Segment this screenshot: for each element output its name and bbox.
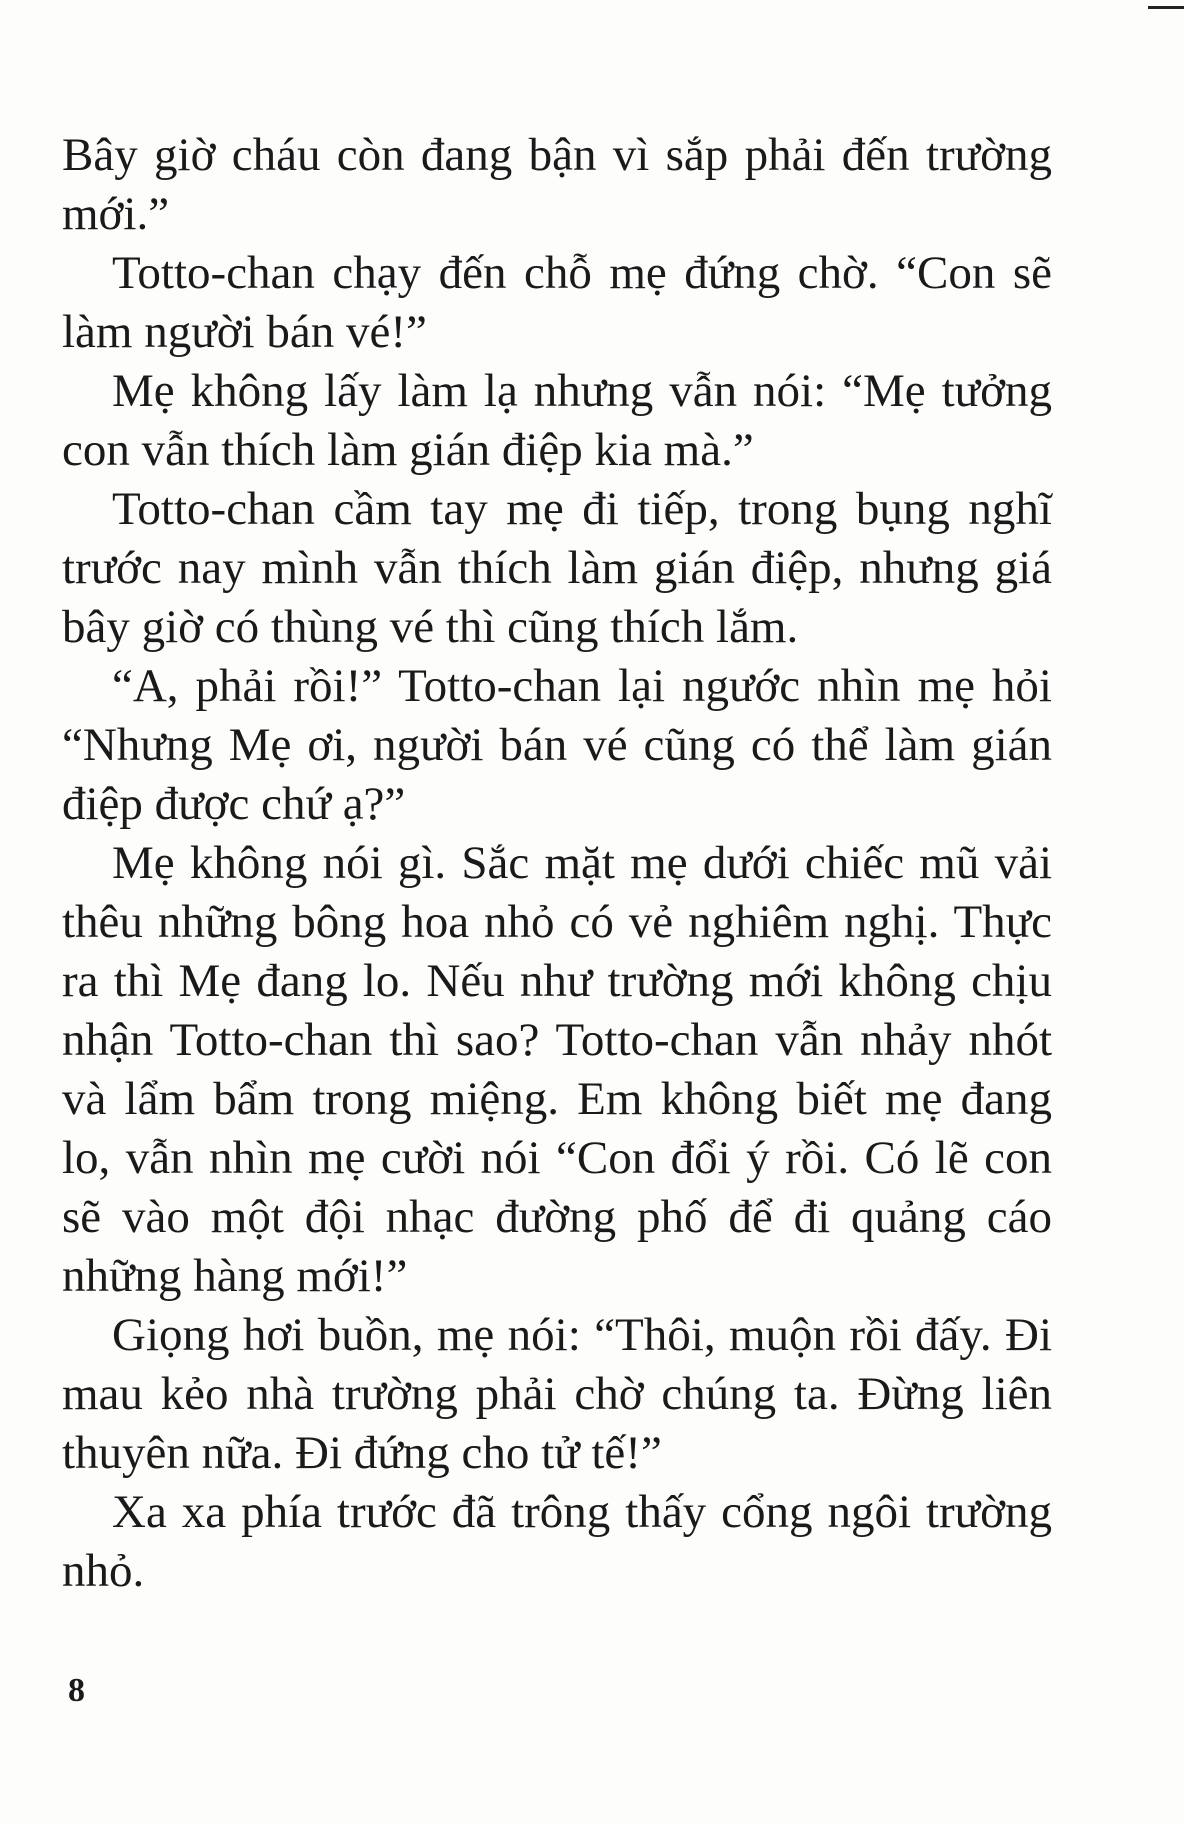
scan-edge-mark: [1148, 6, 1184, 9]
paragraph-5: “A, phải rồi!” Totto-chan lại ngước nhìn mẹ hỏi “Nhưng Mẹ ơi, người bán vé cũng có thể làm gián điệp được chứ ạ?”: [62, 660, 1052, 830]
paragraph-1: Bây giờ cháu còn đang bận vì sắp phải đến trường mới.”: [62, 129, 1052, 240]
paragraph-2: Totto-chan chạy đến chỗ mẹ đứng chờ. “Con sẽ làm người bán vé!”: [62, 247, 1052, 358]
body-text: [62, 126, 1052, 1601]
paragraph-4: Totto-chan cầm tay mẹ đi tiếp, trong bụng nghĩ trước nay mình vẫn thích làm gián điệp, nhưng giá bây giờ có thùng vé thì cũng thích lắm.: [62, 483, 1052, 653]
paragraph-7: Giọng hơi buồn, mẹ nói: “Thôi, muộn rồi đấy. Đi mau kẻo nhà trường phải chờ chúng ta. Đừng liên thuyên nữa. Đi đứng cho tử tế!”: [62, 1309, 1052, 1479]
paragraph-3: Mẹ không lấy làm lạ nhưng vẫn nói: “Mẹ tưởng con vẫn thích làm gián điệp kia mà.”: [62, 365, 1052, 476]
paragraph-8: Xa xa phía trước đã trông thấy cổng ngôi trường nhỏ.: [62, 1486, 1052, 1597]
paragraph-6: Mẹ không nói gì. Sắc mặt mẹ dưới chiếc mũ vải thêu những bông hoa nhỏ có vẻ nghiêm nghị. Thực ra thì Mẹ đang lo. Nếu như trường mới không chịu nhận Totto-chan thì sao? Totto-chan vẫn nhảy nhót và lẩm bẩm trong miệng. Em không biết mẹ đang lo, vẫn nhìn mẹ cười nói “Con đổi ý rồi. Có lẽ con sẽ vào một đội nhạc đường phố để đi quảng cáo những hàng mới!”: [62, 837, 1052, 1302]
page-number: 8: [68, 1672, 85, 1709]
